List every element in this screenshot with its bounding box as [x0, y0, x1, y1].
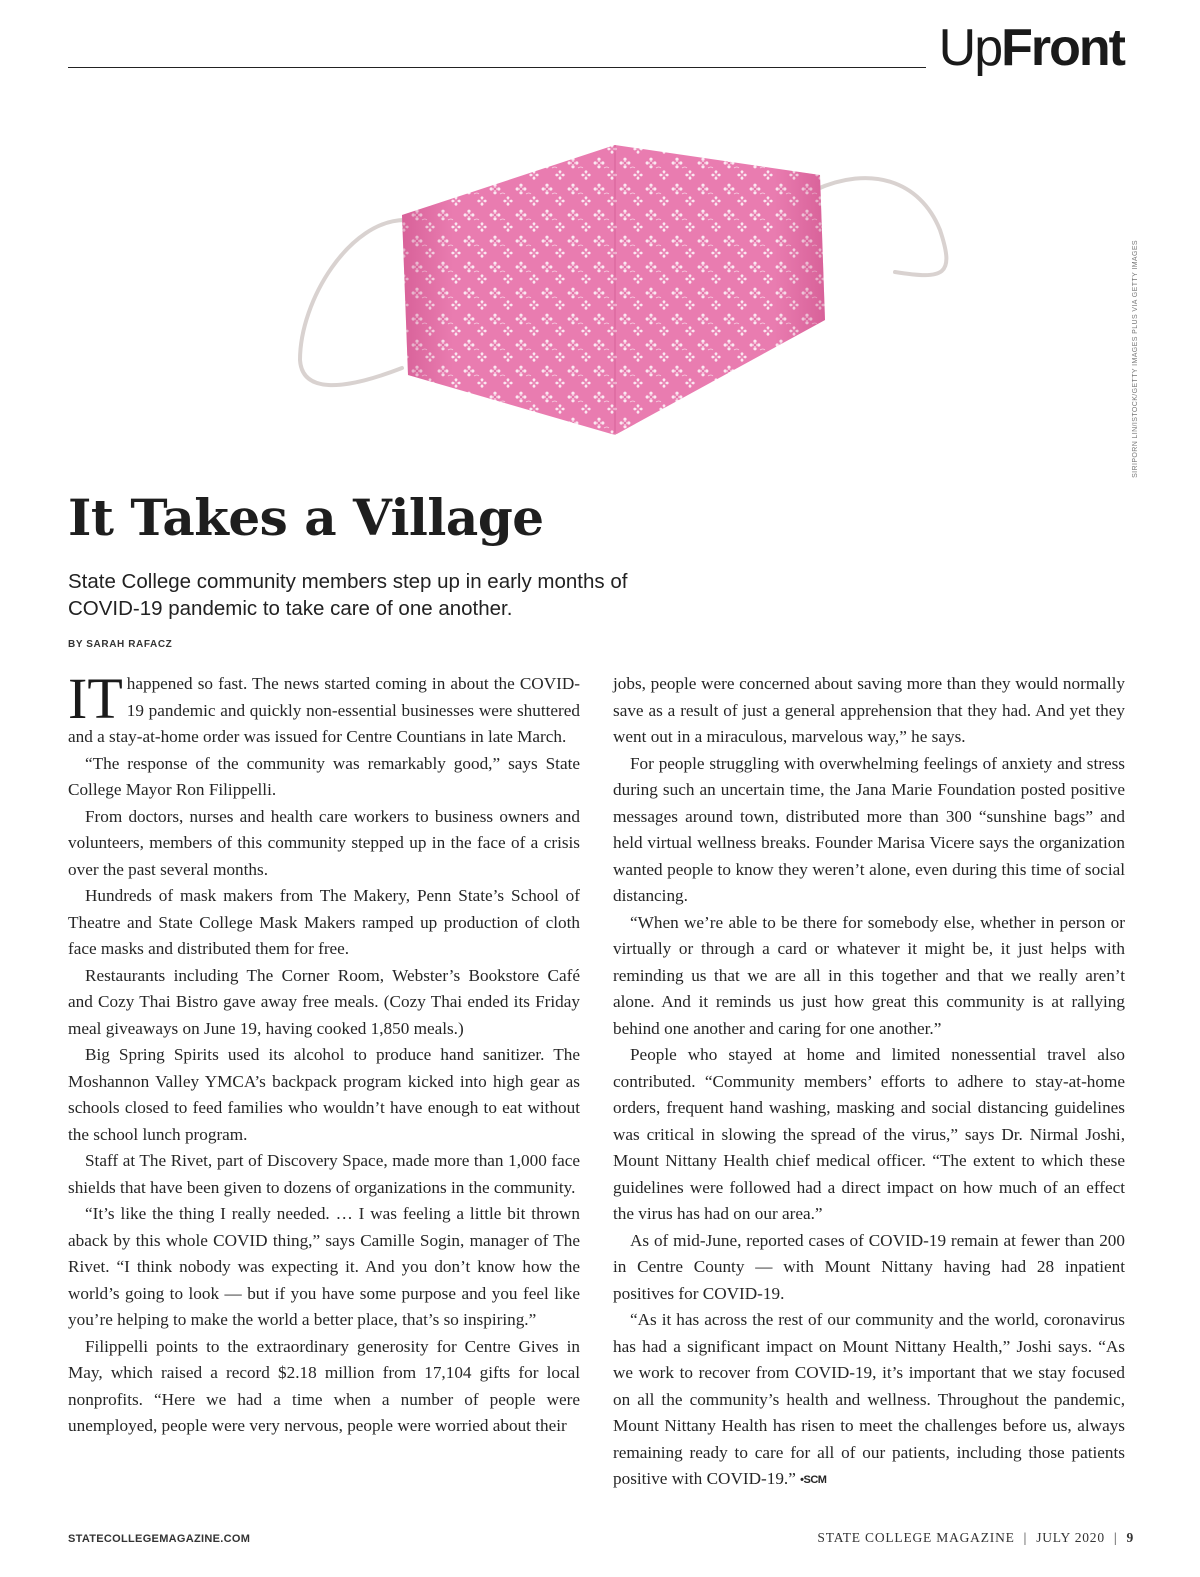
article-paragraph: From doctors, nurses and health care workers to business owners and volunteers, members of this community stepped up in the face of a crisis over the past several months.: [68, 806, 580, 879]
page-number: 9: [1126, 1530, 1134, 1545]
article-paragraph: Staff at The Rivet, part of Discovery Space, made more than 1,000 face shields that have been given to dozens of organizations in the community.: [68, 1151, 580, 1197]
footer-website: STATECOLLEGEMAGAZINE.COM: [68, 1533, 251, 1545]
right-ear-loop: [815, 178, 946, 275]
article-paragraph: As of mid-June, reported cases of COVID-19 remain at fewer than 200 in Centre County — with Mount Nittany having had 28 inpatient positives for COVID-19.: [613, 1230, 1125, 1303]
article-paragraph: “It’s like the thing I really needed. … I was feeling a little bit thrown aback by this whole COVID thing,” says Camille Sogin, manager of The Rivet. “I think nobody was expecting it. And you don’t know how the world’s going to look — but if you have some purpose and you feel like you’re helping to make the world a better place, that’s so inspiring.”: [68, 1204, 580, 1329]
end-mark: •SCM: [800, 1474, 827, 1486]
footer-separator: |: [1023, 1530, 1028, 1545]
article-paragraph: Hundreds of mask makers from The Makery, Penn State’s School of Theatre and State College Mask Makers ramped up production of cloth face masks and distributed them for free.: [68, 886, 580, 958]
footer-issue: JULY 2020: [1036, 1530, 1105, 1545]
drop-cap: IT: [68, 666, 123, 731]
article-dek: State College community members step up in early months of COVID-19 pandemic to take care of one another.: [68, 570, 628, 620]
article-paragraph: People who stayed at home and limited nonessential travel also contributed. “Community members’ efforts to adhere to stay-at-home orders, frequent hand washing, masking and social distancing guidelines was critical in slowing the spread of the virus,” says Dr. Nirmal Joshi, Mount Nittany Health chief medical officer. “The extent to which these guidelines were followed had a direct impact on how much of an effect the virus has had on our area.”: [613, 1045, 1125, 1223]
article-paragraph: [68, 666, 580, 751]
article-paragraph: Filippelli points to the extraordinary generosity for Centre Gives in May, which raised a record $2.18 million from 17,104 gifts for local nonprofits. “Here we had a time when a number of people were unemployed, people were very nervous, people were worried about their: [68, 1336, 580, 1435]
article-paragraph: Restaurants including The Corner Room, Webster’s Bookstore Café and Cozy Thai Bistro gave away free meals. (Cozy Thai ended its Friday meal giveaways on June 19, having cooked 1,850 meals.): [68, 965, 580, 1038]
paragraph-text: “As it has across the rest of our community and the world, coronavirus has had a significant impact on Mount Nittany Health,” Joshi says. “As we work to recover from COVID-19, it’s important that we stay focused on all the community’s health and wellness. Throughout the pandemic, Mount Nittany Health has risen to meet the challenges before us, always remaining ready to care for all of our patients, including those patients positive with COVID-19.”: [613, 1310, 1125, 1488]
article-paragraph: “When we’re able to be there for somebody else, whether in person or virtually or through a card or whatever it might be, it just helps with reminding us that we are all in this together and that we really aren’t alone. And it reminds us just how great this community is at rallying behind one another and caring for one another.”: [613, 912, 1125, 1038]
paragraph-text: happened so fast. The news started coming in about the COVID-19 pandemic and quickly non-essential businesses were shuttered and a stay-at-home order was issued for Centre Countians in late March.: [68, 674, 580, 746]
section-label-light: Up: [938, 19, 1002, 77]
mask-shading: [402, 145, 825, 435]
face-mask-photo: [280, 130, 970, 460]
article-column-right: [613, 671, 1125, 1494]
photo-credit: SIRIPORN LIN/ISTOCK/GETTY IMAGES PLUS VIA GETTY IMAGES: [1132, 240, 1139, 478]
article-paragraph: For people struggling with overwhelming feelings of anxiety and stress during such an uncertain time, the Jana Marie Foundation posted positive messages around town, distributed more than 300 “sunshine bags” and held virtual wellness breaks. Founder Marisa Vicere says the organization wanted people to know they weren’t alone, even during this time of social distancing.: [613, 753, 1125, 905]
article-paragraph: Big Spring Spirits used its alcohol to produce hand sanitizer. The Moshannon Valley YMCA’s backpack program kicked into high gear as schools closed to feed families who wouldn’t have enough to eat without the school lunch program.: [68, 1045, 580, 1144]
byline: BY SARAH RAFACZ: [68, 639, 173, 650]
footer-magazine: STATE COLLEGE MAGAZINE: [817, 1530, 1015, 1545]
article-column-left: [68, 666, 580, 1440]
article-paragraph: “The response of the community was remarkably good,” says State College Mayor Ron Filippelli.: [68, 753, 580, 799]
article-paragraph: jobs, people were concerned about saving more than they would normally save as a result of just a general apprehension that they had. And yet they went out in a miraculous, marvelous way,” he says.: [613, 674, 1125, 746]
footer-folio: [817, 1530, 1134, 1546]
section-label: [939, 18, 1124, 78]
article-headline: It Takes a Village: [68, 488, 544, 547]
left-ear-loop: [300, 220, 405, 385]
section-label-bold: Front: [1001, 19, 1124, 77]
footer-separator: |: [1113, 1530, 1118, 1545]
article-paragraph: [613, 1307, 1125, 1494]
header-rule: [68, 67, 926, 68]
